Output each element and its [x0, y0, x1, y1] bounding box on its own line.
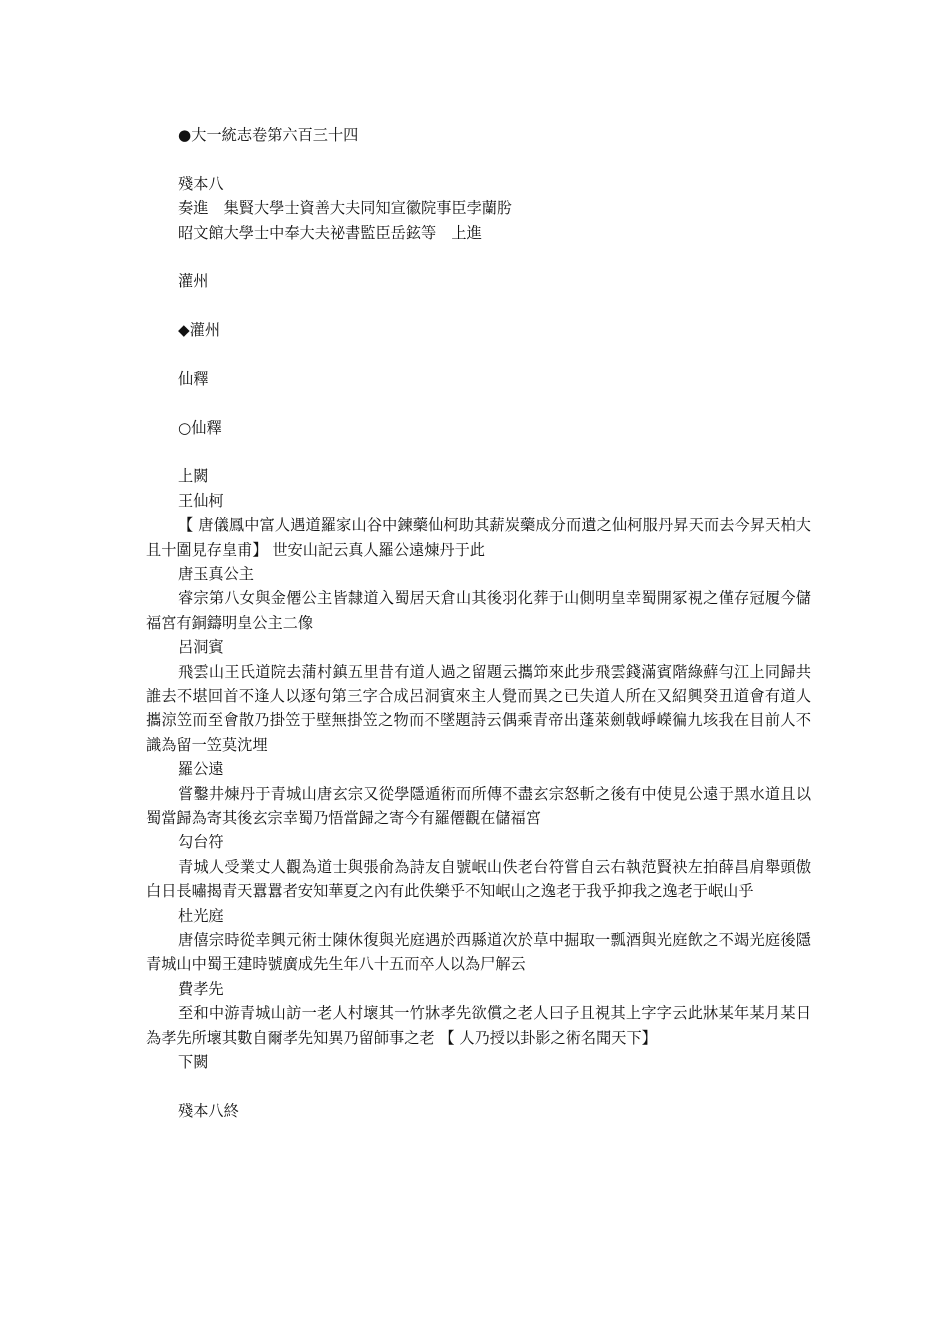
volume-title: ●大一統志卷第六百三十四 [178, 126, 359, 144]
entry-name: 杜光庭 [178, 906, 224, 925]
section-heading: 仙釋 [178, 369, 209, 388]
fragment-label: 殘本八 [178, 174, 224, 193]
entry-text: 睿宗第八女與金僊公主皆隸道入蜀居天倉山其後羽化葬于山側明皇幸蜀開冢視之僅存冠履今儲福宮有銅鑄明皇公主二像 [146, 589, 811, 632]
entry-name: 勾台符 [178, 833, 224, 852]
entry-text: 飛雲山王氏道院去蒲村鎮五里昔有道人過之留題云攜笻來此步飛雲錢滿賓階綠蘚勻江上同歸共誰去不堪回首不逢人以逐句第三字合成呂洞賓來主人覺而異之已失道人所在又紹興癸丑道會有道人攜涼笠而至會散乃掛笠于壁無掛笠之物而不墜題詩云偶乘青帝出蓬萊劍戟崢嶸徧九垓我在目前人不識為留一笠莫沈埋 [146, 662, 811, 754]
entry-text: 唐僖宗時從幸興元術士陳休復與光庭遇於西縣道次於草中掘取一瓢酒與光庭飲之不竭光庭後隱青城山中蜀王建時號廣成先生年八十五而卒人以為尸解云 [146, 931, 811, 974]
entry-text: 嘗鑿井煉丹于青城山唐玄宗又從學隱遁術而所傳不盡玄宗怒斬之後有中使見公遠于黑水道且以蜀當歸為寄其後玄宗幸蜀乃悟當歸之寄今有羅僊觀在儲福宮 [146, 784, 811, 828]
spacer [146, 245, 811, 269]
missing-top-note: 上闕 [178, 467, 209, 486]
region-subheading: ◆灌州 [178, 321, 221, 340]
missing-bottom-note: 下闕 [178, 1053, 209, 1072]
entry-name: 王仙柯 [178, 491, 224, 510]
fragment-end: 殘本八終 [178, 1101, 239, 1120]
document-page [146, 123, 811, 1123]
spacer [146, 294, 811, 318]
section-subheading: ○仙釋 [178, 418, 222, 437]
entry-name: 唐玉真公主 [178, 565, 254, 584]
entry-name: 羅公遠 [178, 760, 224, 779]
spacer [146, 343, 811, 367]
entry-name: 呂洞賓 [178, 638, 224, 657]
submitter-line-2: 昭文館大學士中奉大夫祕書監臣岳鉉等 上進 [178, 223, 482, 242]
submitter-line-1: 奏進 集賢大學士資善大夫同知宣徽院事臣孛蘭肹 [178, 199, 513, 218]
entry-text: 【 唐儀鳳中富人遇道羅家山谷中鍊藥仙柯助其薪炭藥成分而遺之仙柯服丹昇天而去今昇天柏大且十圍見存皇甫】 世安山記云真人羅公遠煉丹于此 [146, 516, 811, 559]
spacer [146, 391, 811, 415]
spacer [146, 147, 811, 171]
entry-name: 費孝先 [178, 979, 224, 998]
entry-text: 青城人受業丈人觀為道士與張俞為詩友自號岷山佚老台符嘗自云右執范賢袂左拍薛昌肩舉頭傲白日長嘯揭青天囂囂者安知華夏之內有此佚樂乎不知岷山之逸老于我乎抑我之逸老于岷山乎 [146, 857, 811, 901]
spacer [146, 440, 811, 464]
entry-text: 至和中游青城山訪一老人村壞其一竹牀孝先欲償之老人曰子且視其上字字云此牀某年某月某日為孝先所壞其數自爾孝先知異乃留師事之老 【 人乃授以卦影之術名聞天下】 [146, 1004, 811, 1047]
region-heading: 灌州 [178, 272, 209, 291]
spacer [146, 1074, 811, 1098]
